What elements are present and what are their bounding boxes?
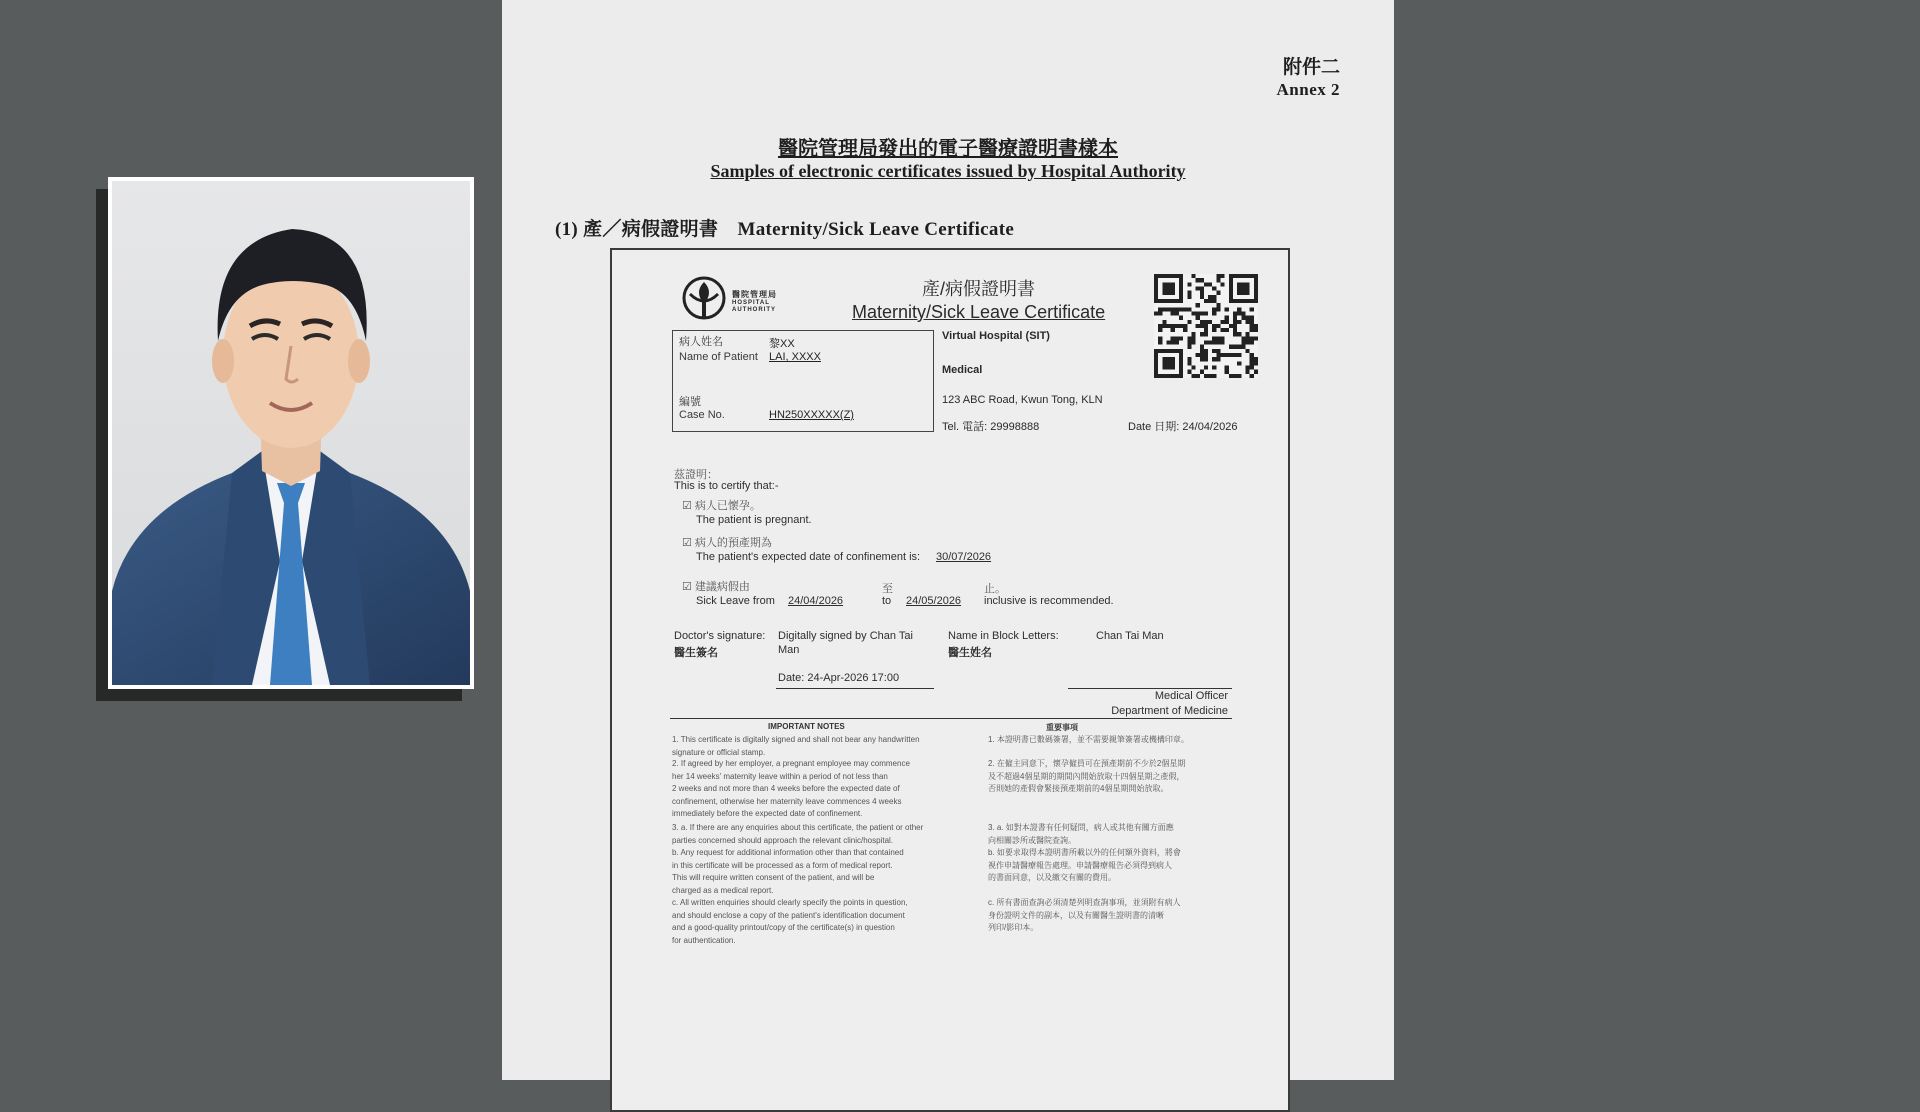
to-en: to [882,595,892,607]
signature-date: Date: 24-Apr-2026 17:00 [778,672,900,684]
name-block-label-en: Name in Block Letters: [948,630,1059,642]
officer-line [1068,688,1232,689]
signature-label-en: Doctor's signature: [674,630,766,642]
signature-value: Digitally signed by Chan Tai [778,630,913,642]
doctor-department: Department of Medicine [1111,705,1228,717]
item-pregnant-cn: ☑ 病人已懷孕。 [682,500,761,512]
notes-divider [670,718,1232,719]
note-cn-1: 1. 本證明書已數碼簽署，並不需要親筆簽署或機構印章。 [988,735,1189,744]
patient-info-box [672,330,934,432]
department-name: Medical [942,364,983,376]
note-cn-3: 3. a. 如對本證書有任何疑問，病人或其他有關方面應 向相關診所或醫院查詢。 b. 如要求取得本證明書所載以外的任何額外資料，將會 視作申請醫療報告處理。申請醫療報告必須得到病人 的書面同意，以及繳交有關的費用。 c. 所有書面查詢必須清楚列明查詢事項，並須附有病人 身份證明文件的副本，以及有關醫生證明書的清晰 列印/影印本。 [988,823,1181,932]
hospital-authority-logo [680,274,728,322]
hospital-name: Virtual Hospital (SIT) [942,330,1050,342]
doctor-name: Chan Tai Man [1096,630,1164,642]
hospital-address: 123 ABC Road, Kwun Tong, KLN [942,394,1103,406]
document-page [502,0,1394,1080]
patient-name-cn: 黎XX [769,338,795,350]
note-en-3: 3. a. If there are any enquiries about this certificate, the patient or other parties concerned should approach the relevant clinic/hospital. b. Any request for additional information other than that contained in this certificate will be processed as a form of medical report. This will require written consent of the patient, and will be charged as a medical report. c. All written enquiries should clearly specify the points in question, and should enclose a copy of the patient's identification document and a good-quality printout/copy of the certificate(s) in question for authentication. [672,823,924,945]
certify-cn: 茲證明： [674,469,718,481]
portrait-photo [112,181,470,685]
case-no-label-en: Case No. [679,409,725,421]
note-en-2: 2. If agreed by her employer, a pregnant employee may commence her 14 weeks' maternity leave within a period of not less than 2 weeks and not more than 4 weeks before the expected date of confinement, otherwise her maternity leave commences 4 weeks immediately before the expected date of confinement. [672,759,910,818]
case-no-label-cn: 編號 [679,396,701,408]
item-sick-leave-cn: ☑ 建議病假由 [682,581,750,593]
patient-name-en: LAI, XXXX [769,351,821,363]
certificate-title-en: Maternity/Sick Leave Certificate [852,302,1106,322]
confinement-date: 30/07/2026 [936,551,992,563]
annex-label-en: Annex 2 [1276,80,1340,99]
leave-to-date: 24/05/2026 [906,595,962,607]
item-confinement-cn: ☑ 病人的預產期為 [682,537,772,549]
document-title-cn: 醫院管理局發出的電子醫療證明書樣本 [778,138,1118,160]
portrait-frame [108,177,474,689]
notes-heading-cn: 重要事項 [1046,723,1078,732]
certificate [610,248,1290,1112]
qr-code [1154,274,1258,378]
item-pregnant-en: The patient is pregnant. [696,514,812,526]
section-heading: (1) 產／病假證明書 Maternity/Sick Leave Certificate [555,219,1015,240]
note-cn-2: 2. 在僱主同意下，懷孕僱員可在預產期前不少於2個星期 及不超過4個星期的期間內開始放取十四個星期之產假， 否則她的產假會緊接預產期前的4個星期開始放取。 [988,759,1186,793]
signature-date-line [776,688,934,689]
to-cn: 至 [882,583,893,595]
annex-label-cn: 附件二 [1282,57,1340,78]
name-block-label-cn: 醫生姓名 [948,647,992,659]
document-title-en: Samples of electronic certificates issued by Hospital Authority [710,161,1186,181]
issue-date: Date 日期: 24/04/2026 [1128,421,1238,433]
org-name-en: HOSPITAL AUTHORITY [732,300,776,313]
item-confinement-en: The patient's expected date of confinement is: [696,551,921,563]
end-cn: 止。 [984,583,1006,595]
doctor-position: Medical Officer [1154,690,1228,702]
patient-name-label-cn: 病人姓名 [679,336,723,348]
certificate-title-cn: 產/病假證明書 [922,279,1036,299]
item-sick-leave-en: Sick Leave from [696,595,775,607]
patient-name-label-en: Name of Patient [679,351,758,363]
signature-value-line2: Man [778,644,800,656]
notes-heading-en: IMPORTANT NOTES [768,722,845,731]
hospital-tel: Tel. 電話: 29998888 [942,421,1040,433]
org-name-cn: 醫院管理局 [732,290,777,299]
leave-from-date: 24/04/2026 [788,595,844,607]
signature-label-cn: 醫生簽名 [674,647,718,659]
inclusive-text: inclusive is recommended. [984,595,1114,607]
case-no-value: HN250XXXXX(Z) [769,409,854,421]
note-en-1: 1. This certificate is digitally signed and shall not bear any handwritten signature or official stamp. [672,735,920,757]
certify-en: This is to certify that:- [674,480,779,492]
